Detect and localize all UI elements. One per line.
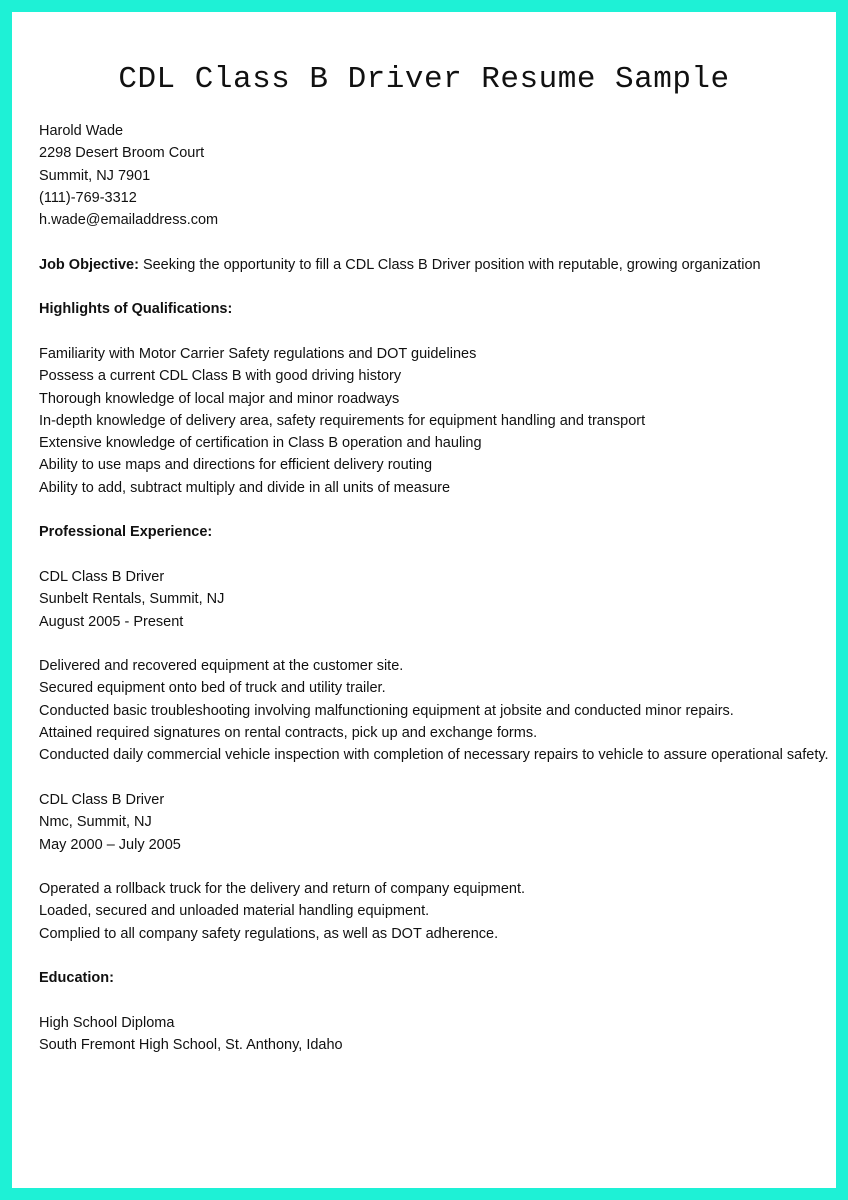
qualification-item: In-depth knowledge of delivery area, safety requirements for equipment handling and transport xyxy=(39,412,646,429)
contact-name: Harold Wade xyxy=(39,123,124,139)
qualifications-list xyxy=(39,343,829,499)
education-block xyxy=(39,1012,829,1057)
job-company: Sunbelt Rentals, Summit, NJ xyxy=(39,591,225,608)
job-dates: May 2000 – July 2005 xyxy=(39,836,181,853)
job-entry xyxy=(39,789,829,945)
job-duty: Complied to all company safety regulations, as well as DOT adherence. xyxy=(39,925,499,942)
qualification-item: Familiarity with Motor Carrier Safety regulations and DOT guidelines xyxy=(39,345,477,362)
job-dates: August 2005 - Present xyxy=(39,613,184,630)
objective-label: Job Objective: xyxy=(39,256,139,273)
job-entry xyxy=(39,566,829,767)
qualification-item: Thorough knowledge of local major and minor roadways xyxy=(39,390,400,407)
education-degree: High School Diploma xyxy=(39,1014,175,1031)
resume-content xyxy=(39,120,829,1056)
job-duty: Delivered and recovered equipment at the customer site. xyxy=(39,658,404,675)
contact-phone: (111)-769-3312 xyxy=(39,189,137,206)
education-heading: Education: xyxy=(39,970,114,987)
qualifications-heading: Highlights of Qualifications: xyxy=(39,301,233,318)
page-title: CDL Class B Driver Resume Sample xyxy=(118,62,730,97)
job-duty: Operated a rollback truck for the delivery and return of company equipment. xyxy=(39,881,526,898)
qualification-item: Ability to use maps and directions for efficient delivery routing xyxy=(39,457,433,474)
job-duty: Conducted daily commercial vehicle inspection with completion of necessary repairs to vehicle to assure operational safety. xyxy=(39,747,829,764)
job-company: Nmc, Summit, NJ xyxy=(39,814,152,831)
job-objective xyxy=(39,254,829,276)
job-duty: Attained required signatures on rental contracts, pick up and exchange forms. xyxy=(39,725,538,742)
experience-heading: Professional Experience: xyxy=(39,524,213,541)
qualification-item: Extensive knowledge of certification in Class B operation and hauling xyxy=(39,435,482,452)
education-school: South Fremont High School, St. Anthony, Idaho xyxy=(39,1037,343,1054)
objective-text: Seeking the opportunity to fill a CDL Class B Driver position with reputable, growing organization xyxy=(138,256,761,273)
qualification-item: Ability to add, subtract multiply and divide in all units of measure xyxy=(39,479,451,496)
job-title: CDL Class B Driver xyxy=(39,791,165,808)
job-duty: Conducted basic troubleshooting involving malfunctioning equipment at jobsite and conducted minor repairs. xyxy=(39,702,734,719)
qualification-item: Possess a current CDL Class B with good driving history xyxy=(39,368,402,385)
job-title: CDL Class B Driver xyxy=(39,568,165,585)
job-duty: Secured equipment onto bed of truck and utility trailer. xyxy=(39,680,386,697)
contact-email: h.wade@emailaddress.com xyxy=(39,212,219,229)
contact-city: Summit, NJ 7901 xyxy=(39,167,151,184)
contact-block xyxy=(39,120,829,231)
contact-street: 2298 Desert Broom Court xyxy=(39,145,205,162)
job-duty: Loaded, secured and unloaded material handling equipment. xyxy=(39,903,430,920)
